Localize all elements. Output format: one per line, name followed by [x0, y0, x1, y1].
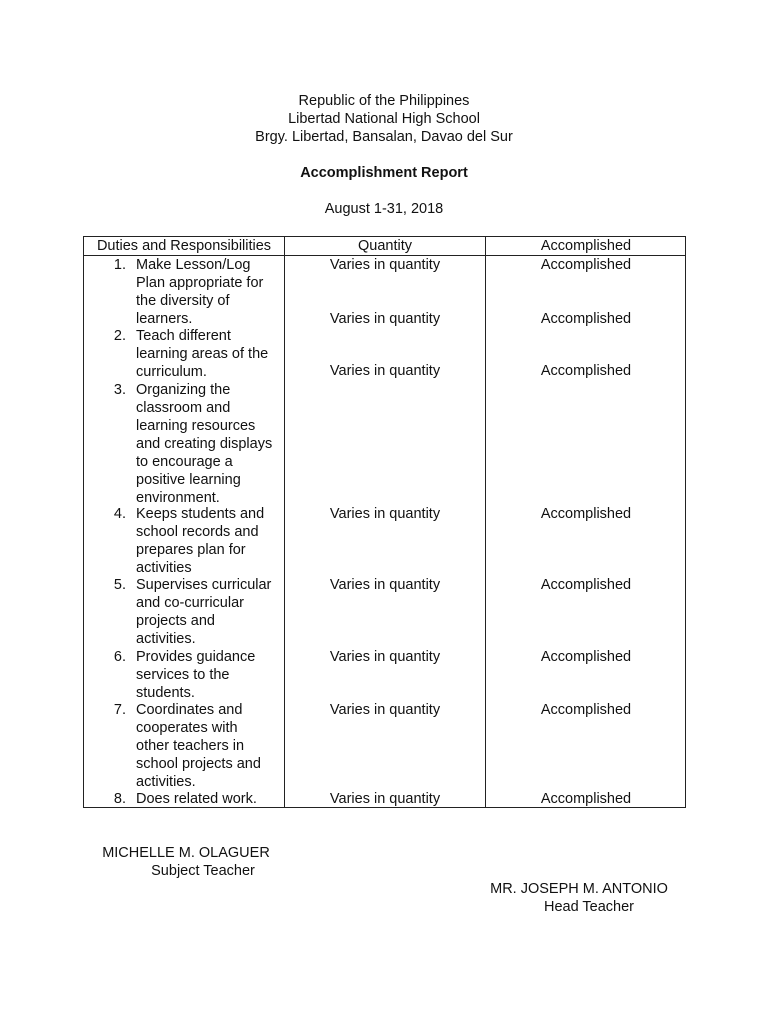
accomplished-cell: Accomplished [540, 363, 632, 379]
duty-number: 7. [113, 702, 126, 718]
duty-description: Coordinates and cooperates with other teachers in school projects and activities. [136, 702, 261, 790]
quantity-cell: Varies in quantity [329, 649, 441, 665]
accomplished-cell: Accomplished [540, 257, 632, 273]
duty-description: Teach different learning areas of the curriculum. [136, 328, 269, 380]
quantity-cell: Varies in quantity [329, 506, 441, 522]
accomplished-cell: Accomplished [540, 577, 632, 593]
duty-description: Supervises curricular and co-curricular projects and activities. [136, 577, 272, 647]
accomplishment-table [83, 236, 686, 808]
country-line: Republic of the Philippines [298, 93, 470, 109]
duty-description: Keeps students and school records and prepares plan for activities [136, 506, 265, 576]
duty-number: 5. [113, 577, 126, 593]
preparer-title: Subject Teacher [151, 863, 255, 879]
quantity-cell: Varies in quantity [329, 702, 441, 718]
accomplished-cell: Accomplished [540, 791, 632, 807]
duty-number: 6. [113, 649, 126, 665]
accomplished-cell: Accomplished [540, 649, 632, 665]
duty-description: Organizing the classroom and learning resources and creating displays to encourage a positive learning environment. [136, 382, 273, 506]
approver-name: MR. JOSEPH M. ANTONIO [490, 881, 668, 897]
duty-number: 4. [113, 506, 126, 522]
column-header-duties: Duties and Responsibilities [96, 238, 272, 254]
quantity-cell: Varies in quantity [329, 257, 441, 273]
report-date: August 1-31, 2018 [324, 201, 444, 217]
column-header-quantity: Quantity [358, 238, 412, 254]
column-header-accomplished: Accomplished [540, 238, 632, 254]
duty-description: Make Lesson/Log Plan appropriate for the diversity of learners. [136, 257, 264, 327]
duty-number: 8. [113, 791, 126, 807]
duty-number: 3. [113, 382, 126, 398]
school-address: Brgy. Libertad, Bansalan, Davao del Sur [255, 129, 513, 145]
duty-description: Does related work. [136, 791, 257, 807]
duty-number: 1. [113, 257, 126, 273]
quantity-cell: Varies in quantity [329, 363, 441, 379]
duty-number: 2. [113, 328, 126, 344]
school-name: Libertad National High School [288, 111, 480, 127]
report-title: Accomplishment Report [300, 165, 468, 181]
accomplished-cell: Accomplished [540, 702, 632, 718]
accomplished-cell: Accomplished [540, 506, 632, 522]
accomplished-cell: Accomplished [540, 311, 632, 327]
quantity-cell: Varies in quantity [329, 577, 441, 593]
approver-title: Head Teacher [543, 899, 635, 915]
quantity-cell: Varies in quantity [329, 791, 441, 807]
duty-description: Provides guidance services to the students. [136, 649, 256, 701]
preparer-name: MICHELLE M. OLAGUER [102, 845, 270, 861]
quantity-cell: Varies in quantity [329, 311, 441, 327]
